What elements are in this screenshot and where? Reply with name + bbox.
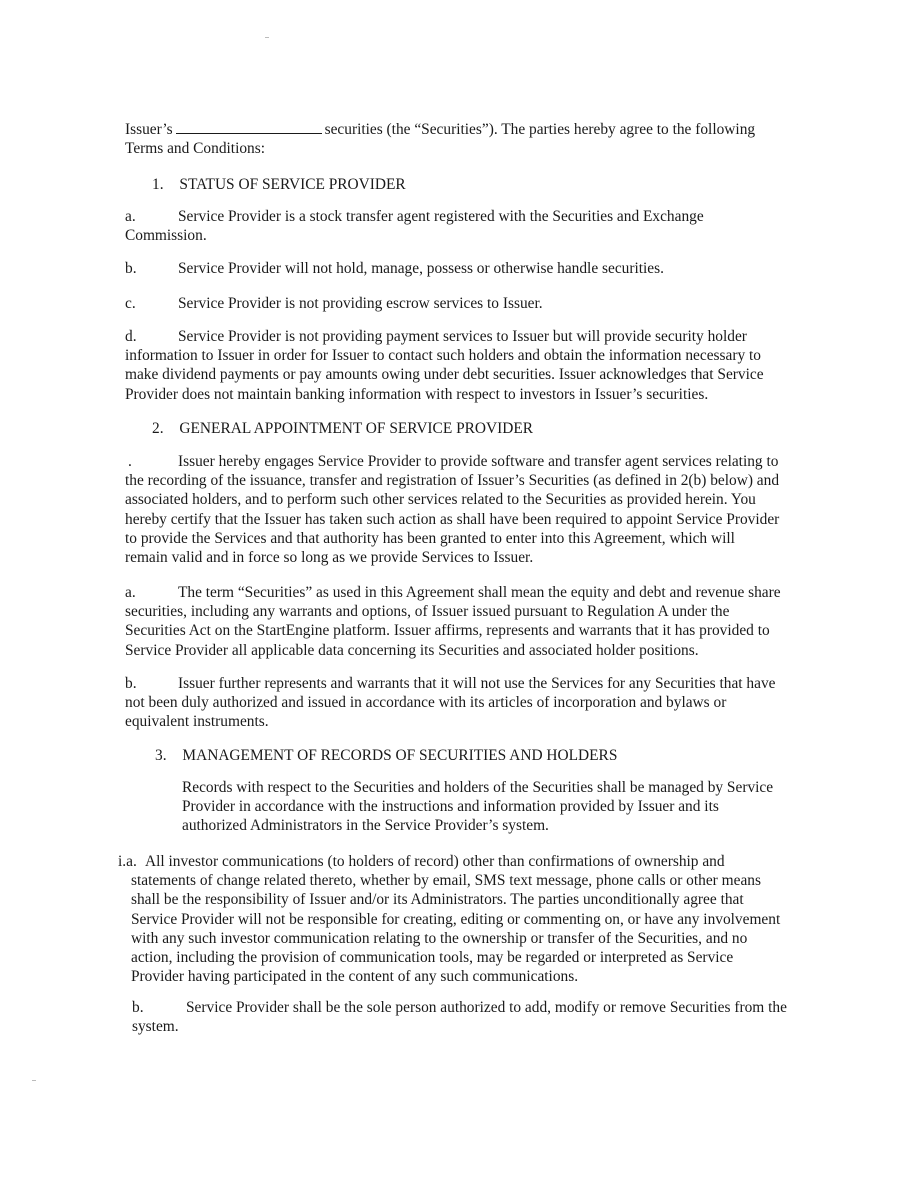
clause-marker: d.	[125, 328, 137, 345]
scan-speck	[32, 1080, 36, 1081]
section-2-intro	[125, 452, 825, 567]
section-1-title: STATUS OF SERVICE PROVIDER	[179, 176, 406, 193]
clause-line: hereby certify that the Issuer has taken such action as shall have been required to appoint Service Provider	[125, 510, 780, 528]
clause-line: information to Issuer in order for Issuer to contact such holders and obtain the information necessary to	[125, 347, 761, 365]
clause-line: Issuer further represents and warrants that it will not use the Services for any Securities that have	[178, 675, 776, 692]
clause-line: Securities Act on the StartEngine platform. Issuer affirms, represents and warrants that it has provided to	[125, 622, 770, 640]
section-3-heading	[155, 746, 617, 765]
section-1-clause-a	[125, 207, 825, 245]
section-1-clause-d	[125, 327, 825, 404]
clause-line: securities, including any warrants and options, of Issuer issued pursuant to Regulation A under the	[125, 603, 730, 621]
clause-line: system.	[132, 1018, 179, 1036]
clause-line: make dividend payments or pay amounts owing under debt securities. Issuer acknowledges that Service	[125, 366, 764, 384]
clause-marker: b.	[132, 999, 144, 1016]
clause-marker: c.	[125, 295, 136, 312]
clause-marker: a.	[125, 584, 136, 601]
clause-line: Service Provider shall be the sole person authorized to add, modify or remove Securities from the	[186, 999, 787, 1016]
clause-line: equivalent instruments.	[125, 713, 269, 731]
clause-line: Service Provider will not be responsible for creating, editing or commenting on, or have any involvement	[131, 910, 781, 928]
section-2-heading	[152, 419, 533, 438]
intro-paragraph	[125, 119, 755, 158]
clause-line: Issuer hereby engages Service Provider to provide software and transfer agent services relating to	[178, 453, 779, 470]
section-1-clause-b	[125, 259, 825, 278]
clause-line: authorized Administrators in the Service Provider’s system.	[182, 817, 549, 835]
clause-line: Provider having participated in the content of any such communications.	[131, 968, 579, 986]
section-2-clause-b	[125, 674, 825, 732]
intro-before-blank: Issuer’s	[125, 121, 173, 138]
clause-line: not been duly authorized and issued in accordance with its articles of incorporation and bylaws or	[125, 694, 727, 712]
clause-line: associated holders, and to perform such other services related to the Securities as provided herein. You	[125, 491, 756, 509]
clause-marker: b.	[125, 675, 137, 692]
intro-after-blank: securities (the “Securities”). The parties hereby agree to the following	[324, 121, 756, 138]
clause-line: The term “Securities” as used in this Agreement shall mean the equity and debt and revenue share	[178, 584, 781, 601]
clause-line: Service Provider will not hold, manage, possess or otherwise handle securities.	[178, 260, 664, 277]
clause-line: Records with respect to the Securities and holders of the Securities shall be managed by Service	[182, 779, 774, 796]
scan-speck	[265, 37, 269, 38]
clause-marker: a.	[125, 208, 136, 225]
section-1-number: 1.	[152, 176, 164, 193]
clause-marker: .	[128, 453, 132, 470]
clause-line: Service Provider is not providing escrow services to Issuer.	[178, 295, 543, 312]
clause-line: statements of change related thereto, whether by email, SMS text message, phone calls or other means	[131, 872, 761, 890]
clause-marker: b.	[125, 260, 137, 277]
clause-line: the recording of the issuance, transfer and registration of Issuer’s Securities (as defined in 2(b) below) and	[125, 472, 780, 490]
intro-line-2: Terms and Conditions:	[125, 140, 265, 158]
clause-line: shall be the responsibility of Issuer and/or its Administrators. The parties unconditionally agree that	[131, 891, 744, 909]
section-2-title: GENERAL APPOINTMENT OF SERVICE PROVIDER	[179, 420, 534, 437]
section-3-clause-ia	[118, 852, 828, 986]
clause-line: with any such investor communication relating to the ownership or transfer of the Securities, and no	[131, 929, 748, 947]
clause-line: to provide the Services and that authority has been granted to enter into this Agreement, which will	[125, 529, 735, 547]
section-2-number: 2.	[152, 420, 164, 437]
section-3-number: 3.	[155, 747, 167, 764]
clause-line: Commission.	[125, 227, 207, 245]
clause-line: Provider in accordance with the instructions and information provided by Issuer and its	[182, 798, 719, 816]
clause-line: action, including the provision of communication tools, may be regarded or interpreted as Service	[131, 949, 734, 967]
intro-line-1	[125, 119, 755, 139]
section-3-title: MANAGEMENT OF RECORDS OF SECURITIES AND HOLDERS	[182, 747, 618, 764]
clause-line: Service Provider all applicable data concerning its Securities and associated holder positions.	[125, 641, 699, 659]
section-1-heading	[152, 175, 406, 194]
clause-line: All investor communications (to holders of record) other than confirmations of ownership and	[145, 853, 725, 870]
clause-line: Service Provider is not providing payment services to Issuer but will provide security holder	[178, 328, 747, 345]
section-3-intro	[182, 778, 822, 836]
clause-marker: i.a.	[118, 853, 137, 870]
section-2-clause-a	[125, 583, 825, 660]
clause-line: Service Provider is a stock transfer agent registered with the Securities and Exchange	[178, 208, 704, 225]
section-1-clause-c	[125, 294, 825, 313]
section-3-clause-b	[132, 998, 832, 1036]
issuer-name-blank	[176, 119, 322, 134]
clause-line: remain valid and in force so long as we provide Services to Issuer.	[125, 549, 534, 567]
clause-line: Provider does not maintain banking information with respect to investors in Issuer’s securities.	[125, 385, 709, 403]
